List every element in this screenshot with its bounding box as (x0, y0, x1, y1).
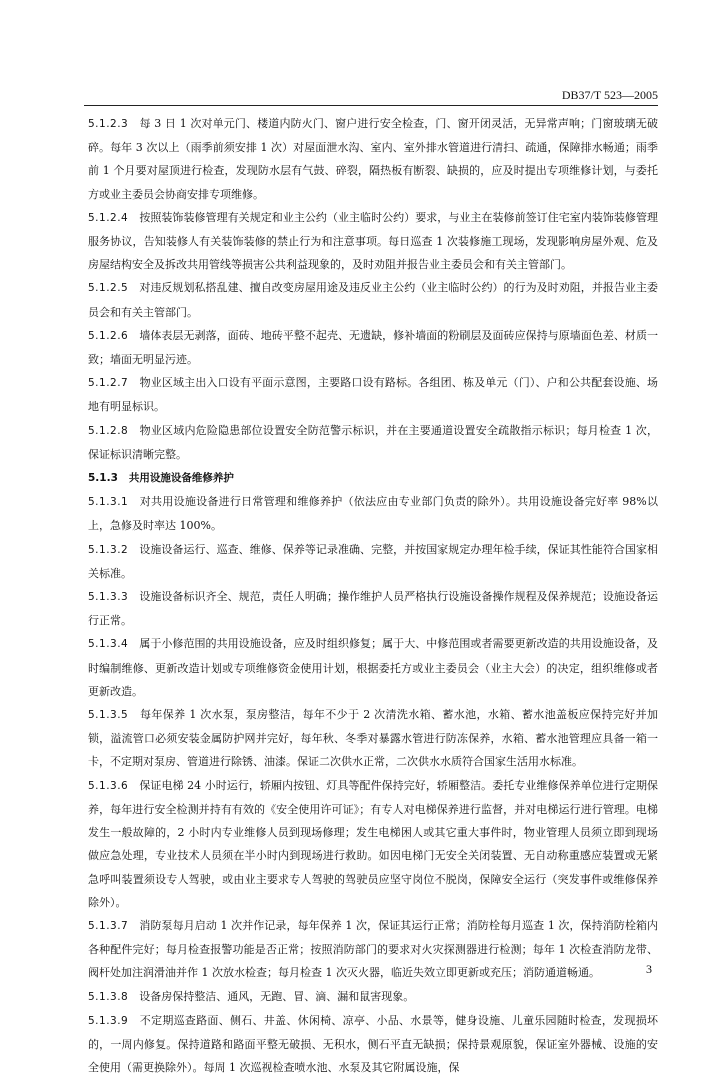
clause-text: 设施设备标识齐全、规范，责任人明确；操作维护人员严格执行设施设备操作规程及保养规范；设施设备运行正常。 (88, 590, 659, 628)
clause-text: 设施设备运行、巡查、维修、保养等记录准确、完整，并按国家规定办理年检手续，保证其性能符合国家相关标准。 (88, 542, 659, 580)
clause-paragraph (88, 371, 658, 418)
clause-paragraph (88, 585, 658, 632)
clause-number: 5.1.3.6 (88, 779, 129, 792)
clause-text: 保证电梯 24 小时运行，轿厢内按钮、灯具等配件保持完好，轿厢整洁。委托专业维修保养单位进行定期保养，每年进行安全检测并持有有效的《安全使用许可证》；有专人对电梯保养进行监督，并对电梯运行进行管理。电梯发生一般故障的，2 小时内专业维修人员到现场修理；发生电梯困人或其它重大事件时，物业管理人员须立即到现场做应急处理，专业技术人员须在半小时内到现场进行救助。如因电梯门无安全关闭装置、无自动称重感应装置或无紧急呼叫装置须设专人驾驶，或由业主要求专人驾驶的驾驶员应坚守岗位不脱岗，保障安全运行（突发事件或维修保养除外）。 (88, 778, 658, 909)
document-body (88, 112, 658, 1079)
clause-text: 墙体表层无剥落，面砖、地砖平整不起壳、无遗缺，修补墙面的粉刷层及面砖应保持与原墙面色差、材质一致；墙面无明显污迹。 (88, 328, 659, 367)
clause-paragraph (88, 632, 658, 703)
clause-paragraph (88, 490, 658, 537)
section-heading (88, 466, 658, 490)
clause-paragraph (88, 112, 658, 206)
clause-number: 5.1.3 (88, 472, 118, 485)
clause-text: 物业区域内危险隐患部位设置安全防范警示标识，并在主要通道设置安全疏散指示标识；每月检查 1 次，保证标识清晰完整。 (88, 423, 658, 461)
page-number: 3 (646, 962, 652, 976)
clause-number: 5.1.3.3 (88, 591, 129, 604)
clause-paragraph (88, 703, 658, 774)
clause-text: 按照装饰装修管理有关规定和业主公约（业主临时公约）要求，与业主在装修前签订住宅室内装饰装修管理服务协议，告知装修人有关装饰装修的禁止行为和注意事项。每日巡查 1 次装修施工现场，发现影响房屋外观、危及房屋结构安全及拆改共用管线等损害公共利益现象的，及时劝阻并报告业主委员会和有关主管部门。 (88, 210, 659, 272)
clause-paragraph (88, 206, 658, 277)
section-title: 共用设施设备维修养护 (128, 472, 234, 485)
clause-paragraph (88, 419, 658, 466)
clause-number: 5.1.3.7 (88, 919, 129, 932)
clause-number: 5.1.3.2 (88, 543, 129, 556)
clause-text: 消防泵每月启动 1 次并作记录，每年保养 1 次，保证其运行正常；消防栓每月巡查 1 次，保持消防栓箱内各种配件完好；每月检查报警功能是否正常；按照消防部门的要求对火灾探测器进行检测；每年 1 次检查消防龙带、阀杆处加注润滑油并作 1 次放水检查；每月检查 1 次灭火器，临近失效立即更新或充压；消防通道畅通。 (88, 918, 658, 980)
clause-paragraph (88, 774, 658, 914)
clause-paragraph (88, 985, 658, 1009)
clause-paragraph (88, 914, 658, 985)
clause-paragraph (88, 1009, 658, 1079)
clause-paragraph (88, 538, 658, 585)
clause-text: 物业区域主出入口设有平面示意图，主要路口设有路标。各组团、栋及单元（门）、户和公共配套设施、场地有明显标识。 (88, 376, 659, 414)
clause-number: 5.1.3.8 (88, 990, 129, 1003)
clause-text: 设备房保持整洁、通风，无跑、冒、滴、漏和鼠害现象。 (139, 989, 415, 1003)
clause-number: 5.1.2.3 (88, 118, 129, 130)
clause-text: 不定期巡查路面、侧石、井盖、休闲椅、凉亭、小品、水景等，健身设施、儿童乐园随时检查，发现损坏的，一周内修复。保持道路和路面平整无破损、无积水，侧石平直无缺损；保持景观原貌，保证室外器械、设施的安全使用（需更换除外）。每周 1 次巡视检查喷水池、水泵及其它附属设施，保 (88, 1013, 659, 1075)
clause-number: 5.1.3.5 (88, 709, 129, 722)
clause-text: 对违反规划私搭乱建、擅自改变房屋用途及违反业主公约（业主临时公约）的行为及时劝阻，并报告业主委员会和有关主管部门。 (88, 281, 659, 319)
clause-paragraph (88, 276, 658, 323)
clause-paragraph (88, 324, 658, 371)
clause-number: 5.1.2.4 (88, 211, 129, 224)
clause-number: 5.1.2.7 (88, 377, 129, 390)
clause-text: 每 3 日 1 次对单元门、楼道内防火门、窗户进行安全检查，门、窗开闭灵活，无异常声响；门窗玻璃无破碎。每年 3 次以上（雨季前须安排 1 次）对屋面泄水沟、室内、室外排水管道进行清扫、疏通，保障排水畅通；雨季前 1 个月要对屋顶进行检查，发现防水层有气鼓、碎裂，隔热板有断裂、缺损的，应及时提出专项维修计划，与委托方或业主委员会协商安排专项维修。 (88, 117, 659, 201)
clause-text: 对共用设施设备进行日常管理和维修养护（依法应由专业部门负责的除外）。共用设施设备完好率 98%以上，急修及时率达 100%。 (88, 495, 658, 533)
clause-text: 每年保养 1 次水泵，泵房整洁，每年不少于 2 次清洗水箱、蓄水池，水箱、蓄水池盖板应保持完好并加锁，溢流管口必须安装金属防护网并完好，每年秋、冬季对暴露水管进行防冻保养，水箱、蓄水池管理应具备一箱一卡，不定期对泵房、管道进行除锈、油漆。保证二次供水正常，二次供水水质符合国家生活用水标准。 (88, 708, 659, 769)
clause-number: 5.1.3.4 (88, 638, 129, 651)
clause-number: 5.1.3.9 (88, 1014, 129, 1027)
header-rule (84, 105, 658, 106)
clause-number: 5.1.2.5 (88, 282, 129, 295)
clause-number: 5.1.2.8 (88, 424, 129, 437)
clause-text: 属于小修范围的共用设施设备，应及时组织修复；属于大、中修范围或者需要更新改造的共用设施设备，及时编制维修、更新改造计划或专项维修资金使用计划，根据委托方或业主委员会（业主大会）的决定，组织维修或者更新改造。 (88, 637, 659, 698)
standard-code: DB37/T 523—2005 (561, 88, 658, 102)
clause-number: 5.1.2.6 (88, 329, 129, 342)
clause-number: 5.1.3.1 (88, 496, 129, 509)
